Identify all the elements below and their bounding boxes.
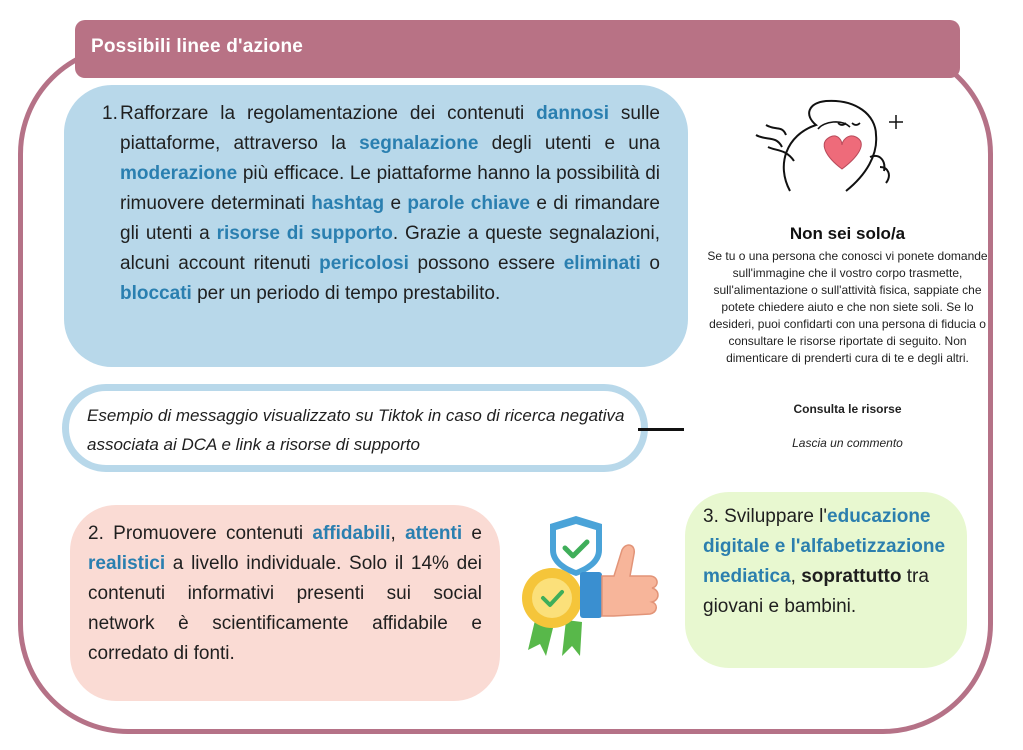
message-title: Non sei solo/a	[789, 224, 906, 243]
text-segment: sulle piattaforme, attraverso la	[120, 103, 660, 154]
leave-comment-link[interactable]: Lascia un commento	[792, 436, 903, 450]
text-segment: 3. Sviluppare l'	[703, 506, 828, 527]
keyword-realistici: realistici	[88, 553, 166, 574]
text-segment: ,	[790, 566, 802, 587]
caption-connector-line	[638, 428, 684, 431]
text-segment: per un periodo di tempo prestabilito.	[191, 283, 501, 304]
item-3-text	[703, 502, 951, 622]
text-segment: e	[384, 193, 408, 214]
caption-bubble	[62, 384, 648, 472]
text-segment: e	[462, 523, 482, 544]
text-segment: e di rimandare gli utenti a	[120, 193, 660, 244]
text-segment: o	[640, 253, 660, 274]
action-item-3	[685, 492, 967, 668]
heart-hug-illustration-icon	[746, 95, 946, 207]
keyword-eliminati: eliminati	[563, 253, 641, 274]
item-2-text	[88, 519, 482, 669]
message-body: Se tu o una persona che conosci vi ponete domande sull'immagine che il vostro corpo trasmette, sull'alimentazione o sull'attività fisica, sappiate che potete chiedere aiuto e che non siete soli. Se lo desideri, puoi confidarti con una persona di fiducia o consultare le risorse riportate di seguito. Non dimenticare di prenderti cura di te e degli altri.	[707, 249, 988, 365]
emphasis-soprattutto: soprattutto	[801, 566, 902, 587]
item-1-number: 1.	[102, 103, 118, 124]
keyword-dannosi: dannosi	[536, 103, 610, 124]
text-segment: possono essere	[408, 253, 564, 274]
text-segment: tra giovani e bambini.	[703, 566, 929, 617]
keyword-pericolosi: pericolosi	[319, 253, 409, 274]
keyword-educazione-digitale: educazione digitale e l'alfabetizzazione mediatica	[703, 506, 946, 587]
text-segment: Rafforzare la regolamentazione dei contenuti	[120, 103, 537, 124]
keyword-attenti: attenti	[405, 523, 463, 544]
text-segment: più efficace. Le piattaforme hanno la possibilità di rimuovere determinati	[120, 163, 660, 214]
keyword-risorse-di-supporto: risorse di supporto	[216, 223, 393, 244]
text-segment: a livello individuale. Solo il 14% dei contenuti informativi presenti sui social network è scientificamente affidabile e corredato di fonti.	[88, 553, 482, 664]
action-item-1	[64, 85, 688, 367]
keyword-bloccati: bloccati	[120, 283, 192, 304]
quality-badge-thumbs-up-icon	[518, 516, 668, 666]
text-segment: . Grazie a queste segnalazioni, alcuni account ritenuti	[120, 223, 660, 274]
text-segment: degli utenti e una	[478, 133, 660, 154]
consult-resources-link[interactable]: Consulta le risorse	[793, 402, 902, 416]
keyword-parole-chiave: parole chiave	[407, 193, 530, 214]
keyword-moderazione: moderazione	[120, 163, 238, 184]
item-1-text	[120, 99, 660, 309]
section-header	[75, 20, 960, 78]
caption-text: Esempio di messaggio visualizzato su Tiktok in caso di ricerca negativa associata ai DCA e link a risorse di supporto	[87, 406, 625, 454]
section-title: Possibili linee d'azione	[91, 36, 304, 57]
keyword-segnalazione: segnalazione	[359, 133, 479, 154]
keyword-affidabili: affidabili	[312, 523, 391, 544]
keyword-hashtag: hashtag	[311, 193, 385, 214]
text-segment: 2. Promuovere contenuti	[88, 523, 313, 544]
text-segment: ,	[390, 523, 406, 544]
action-item-2	[70, 505, 500, 701]
